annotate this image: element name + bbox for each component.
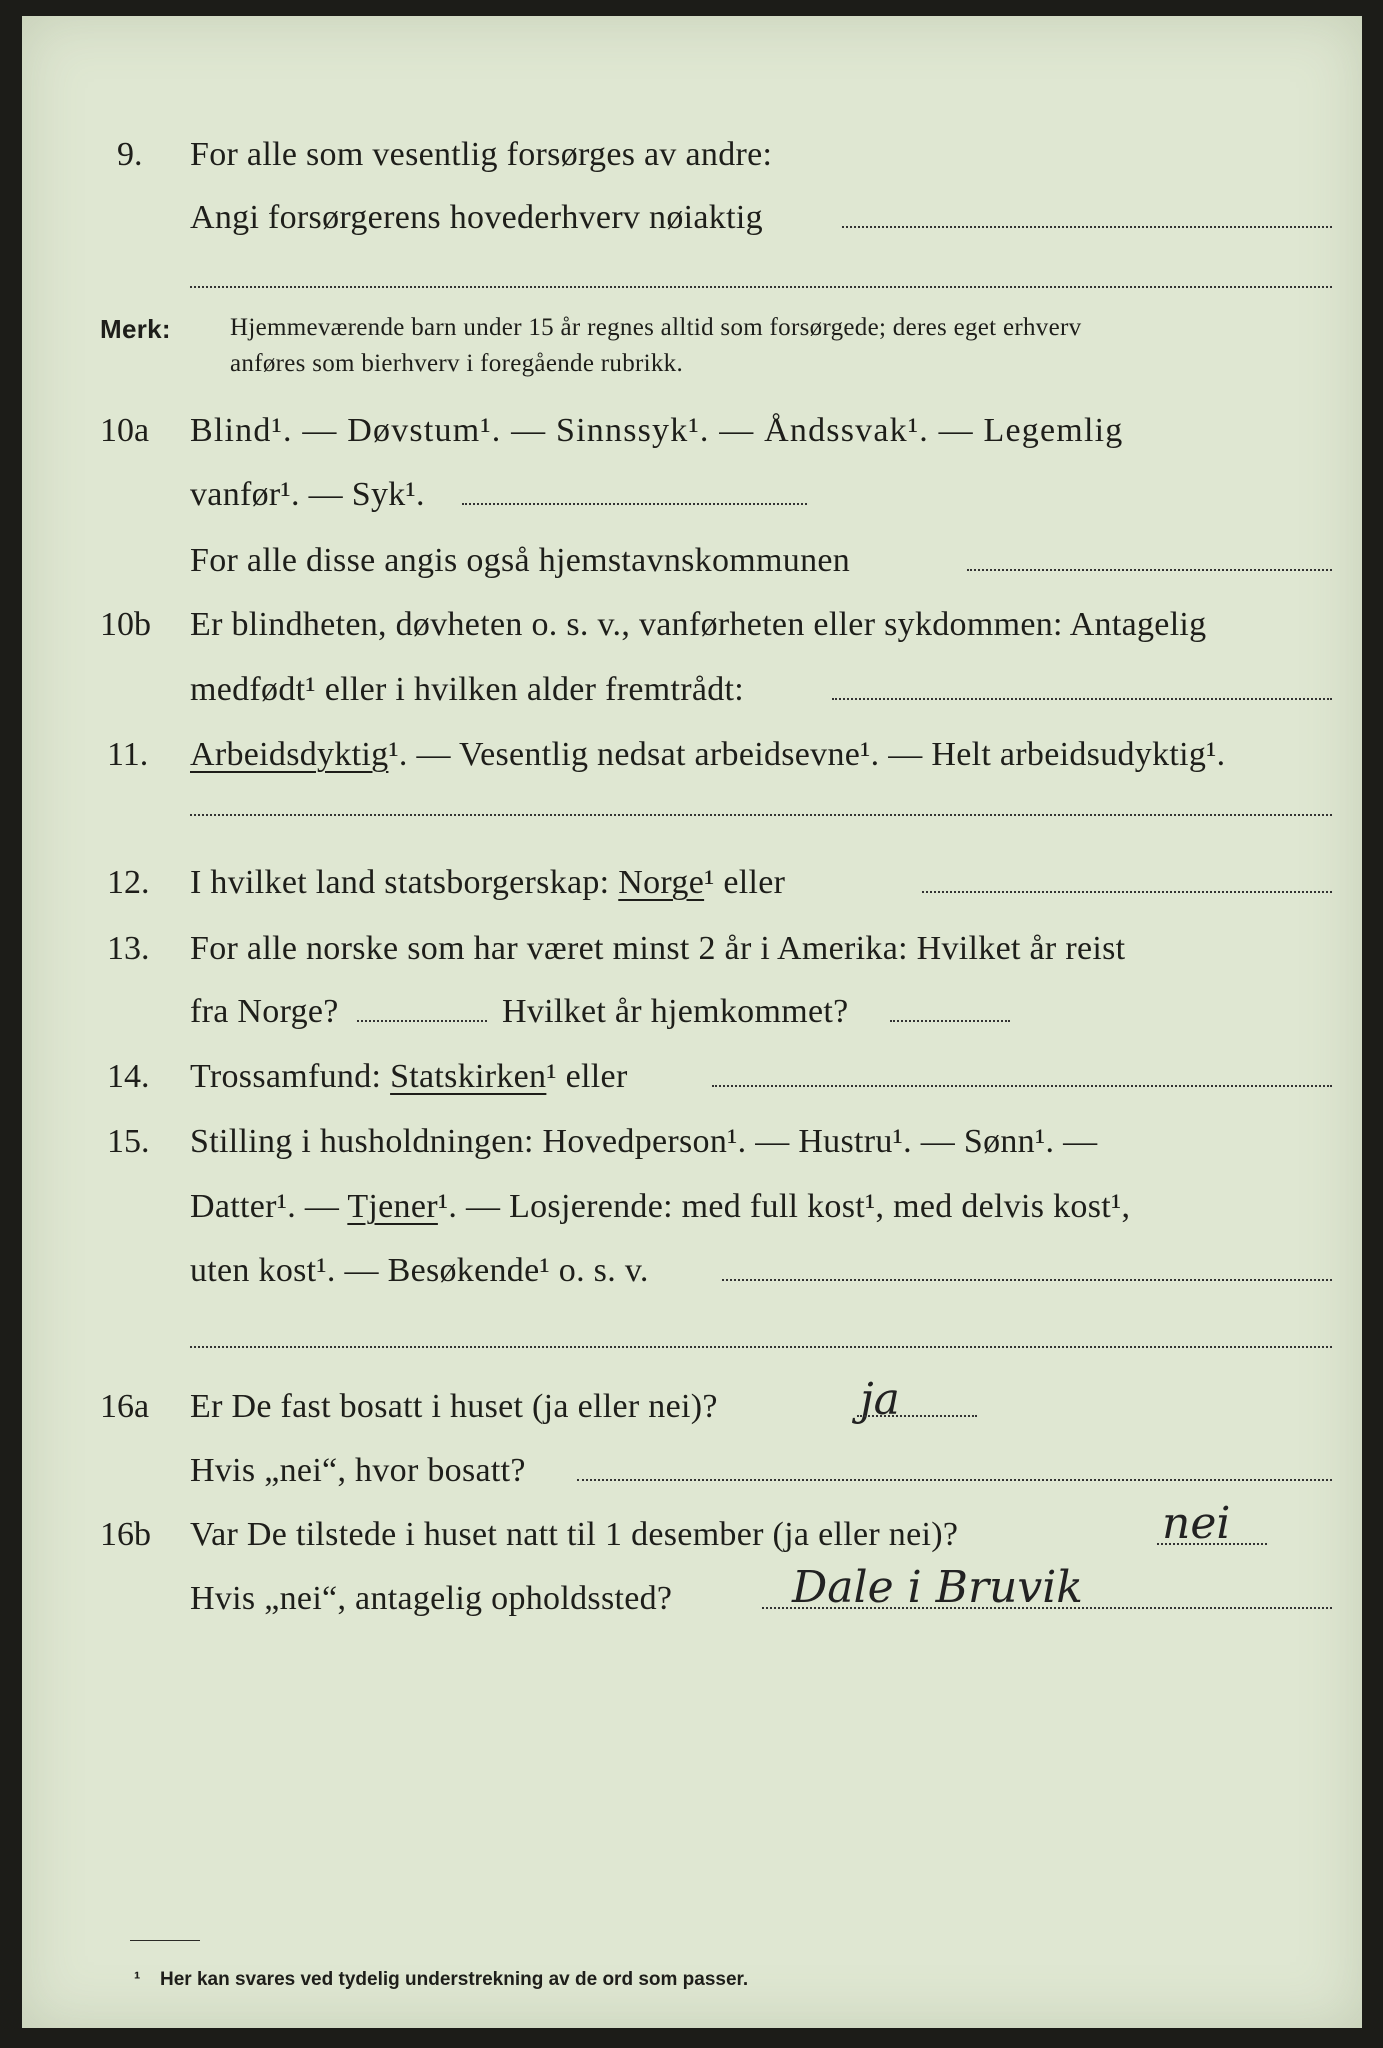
q13-line2a: fra Norge? (190, 993, 339, 1030)
q14-line (190, 1058, 628, 1096)
q14-post: ¹ eller (546, 1058, 628, 1095)
q15-number: 15. (107, 1123, 150, 1160)
q15-line1: Stilling i husholdningen: Hovedperson¹. — Hustru¹. — Sønn¹. — (190, 1123, 1098, 1160)
q16b-location-line[interactable] (762, 1607, 1332, 1609)
q10a-number: 10a (100, 412, 150, 449)
q15-answer-line-2[interactable] (190, 1346, 1332, 1348)
q10b-number: 10b (100, 606, 151, 643)
q10a-line1: Blind¹. — Døvstum¹. — Sinnssyk¹. — Åndssvak¹. — Legemlig (190, 412, 1124, 449)
q13-line1: For alle norske som har været minst 2 år i Amerika: Hvilket år reist (190, 930, 1126, 967)
q9-line1: For alle som vesentlig forsørges av andre: (190, 136, 773, 173)
q10a-hometown-line[interactable] (967, 569, 1332, 571)
q16b-line1: Var De tilstede i huset natt til 1 desember (ja eller nei)? (190, 1516, 959, 1553)
footnote-mark: ¹ (134, 1969, 141, 1990)
q10b-line2: medfødt¹ eller i hvilken alder fremtrådt: (190, 671, 745, 708)
q16a-handwritten-answer[interactable]: ja (860, 1374, 900, 1425)
merk-label: Merk: (100, 314, 171, 344)
q11-answer-line[interactable] (190, 814, 1332, 816)
q10b-answer-line[interactable] (832, 698, 1332, 700)
q15-line2b: ¹. — Losjerende: med full kost¹, med delvis kost¹, (437, 1188, 1131, 1225)
q13-emigration-year-line[interactable] (357, 1020, 487, 1022)
q13-line2b: Hvilket år hjemkommet? (502, 993, 849, 1030)
q16b-handwritten-location[interactable]: Dale i Bruvik (792, 1562, 1083, 1613)
q12-prompt: I hvilket land statsborgerskap: (190, 864, 610, 901)
q12-option-norge-selected[interactable]: Norge (618, 864, 705, 901)
q9-answer-line-2[interactable] (190, 286, 1332, 288)
q15-line3: uten kost¹. — Besøkende¹ o. s. v. (190, 1252, 649, 1289)
merk-line1: Hjemmeværende barn under 15 år regnes alltid som forsørgede; deres eget erhverv (230, 314, 1082, 341)
q11-number: 11. (107, 736, 149, 773)
q11-line (190, 736, 1225, 774)
merk-line2: anføres som bierhverv i foregående rubrikk. (230, 350, 684, 377)
q12-answer-line[interactable] (922, 891, 1332, 893)
q16b-answer-line[interactable] (1157, 1543, 1267, 1545)
q16a-residence-line[interactable] (577, 1479, 1332, 1481)
q15-line2 (190, 1188, 1130, 1226)
q10b-line1: Er blindheten, døvheten o. s. v., vanførheten eller sykdommen: Antagelig (190, 606, 1207, 643)
q16b-handwritten-answer[interactable]: nei (1162, 1498, 1231, 1549)
q12-line (190, 864, 785, 902)
q9-number: 9. (117, 136, 143, 173)
q10a-line3: For alle disse angis også hjemstavnskommunen (190, 542, 851, 579)
q9-answer-line[interactable] (842, 226, 1332, 228)
q10a-answer-line[interactable] (462, 503, 807, 505)
q13-return-year-line[interactable] (890, 1020, 1010, 1022)
q16a-answer-line[interactable] (857, 1415, 977, 1417)
q16a-line2: Hvis „nei“, hvor bosatt? (190, 1452, 526, 1489)
q16a-line1: Er De fast bosatt i huset (ja eller nei)? (190, 1388, 718, 1425)
q13-number: 13. (107, 930, 150, 967)
q9-line2: Angi forsørgerens hovederhverv nøiaktig (190, 199, 763, 236)
q15-answer-line[interactable] (722, 1279, 1332, 1281)
q12-number: 12. (107, 864, 150, 901)
footnote-text: Her kan svares ved tydelig understrekning av de ord som passer. (160, 1969, 749, 1990)
q10a-line2: vanfør¹. — Syk¹. (190, 476, 425, 513)
q14-option-statskirken-selected[interactable]: Statskirken (390, 1058, 547, 1095)
q11-option-arbeidsdyktig-selected[interactable]: Arbeidsdyktig (190, 736, 389, 773)
q15-line2a: Datter¹. — (190, 1188, 340, 1225)
census-form-page (22, 16, 1362, 2028)
q15-option-tjener-selected[interactable]: Tjener (347, 1188, 438, 1225)
q12-post: ¹ eller (704, 864, 786, 901)
footnote-divider (130, 1940, 200, 1941)
q11-rest: ¹. — Vesentlig nedsat arbeidsevne¹. — Helt arbeidsudyktig¹. (388, 736, 1226, 773)
q14-answer-line[interactable] (712, 1085, 1332, 1087)
q16a-number: 16a (100, 1388, 150, 1425)
q14-prompt: Trossamfund: (190, 1058, 382, 1095)
q16b-number: 16b (100, 1516, 151, 1553)
q14-number: 14. (107, 1058, 150, 1095)
q16b-line2: Hvis „nei“, antagelig opholdssted? (190, 1580, 673, 1617)
